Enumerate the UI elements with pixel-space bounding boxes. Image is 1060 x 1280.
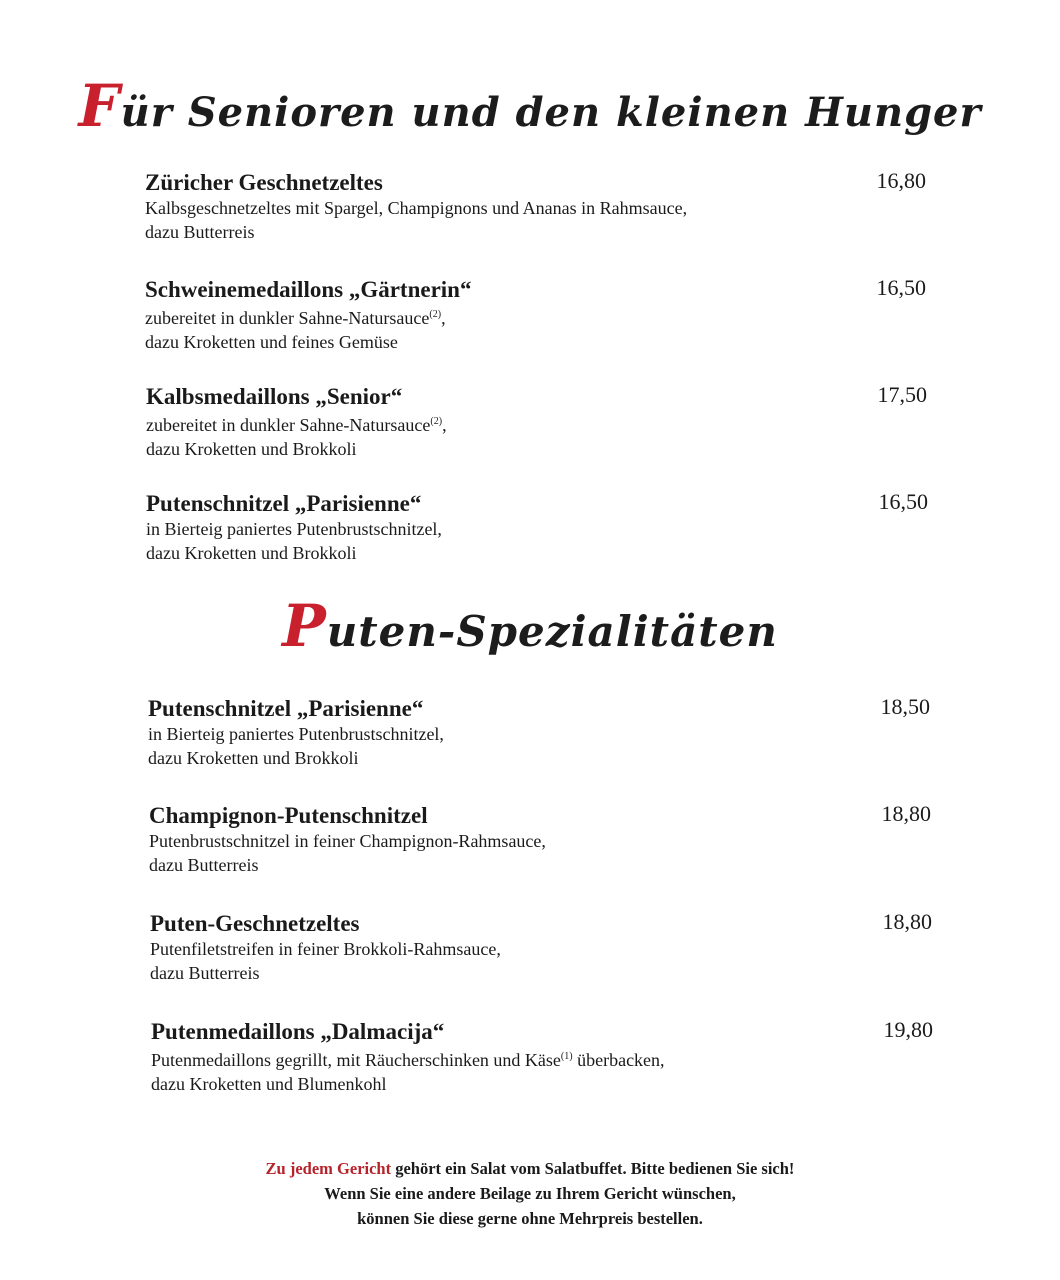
item-description: Putenbrustschnitzel in feiner Champignon-Rahmsauce, — [149, 831, 546, 851]
heading-initial: F — [78, 72, 121, 140]
item-description: Putenmedaillons gegrillt, mit Räucherschinken und Käse$^{(1)}$ überbacken, — [151, 1050, 665, 1070]
item-name: Putenschnitzel „Parisienne“ — [146, 491, 422, 516]
footer-line-2: Wenn Sie eine andere Beilage zu Ihrem Gericht wünschen, — [324, 1184, 736, 1203]
item-description-line2: dazu Kroketten und feines Gemüse — [145, 332, 398, 352]
item-price: 16,50 — [876, 275, 926, 300]
item-price: 18,50 — [880, 694, 930, 719]
item-description-line2: dazu Butterreis — [145, 222, 255, 242]
section-heading-seniors — [0, 72, 1060, 140]
item-price: 18,80 — [882, 909, 932, 934]
item-price: 16,50 — [878, 489, 928, 514]
item-description-line2: dazu Butterreis — [149, 855, 259, 875]
section-heading-turkey — [0, 592, 1060, 660]
item-description: zubereitet in dunkler Sahne-Natursauce$^{(2)}$, — [146, 415, 447, 435]
footer-line-3: können Sie diese gerne ohne Mehrpreis bestellen. — [357, 1209, 703, 1228]
item-description: in Bierteig paniertes Putenbrustschnitzel, — [148, 724, 444, 744]
footer-highlight: Zu jedem Gericht — [265, 1159, 392, 1178]
menu-item — [146, 491, 946, 565]
item-price: 18,80 — [881, 801, 931, 826]
item-description: in Bierteig paniertes Putenbrustschnitzel, — [146, 519, 442, 539]
menu-item — [145, 277, 945, 354]
item-description-line2: dazu Kroketten und Blumenkohl — [151, 1074, 387, 1094]
heading-text: ür Senioren und den kleinen Hunger — [120, 89, 982, 136]
item-price: 16,80 — [876, 168, 926, 193]
menu-item — [146, 384, 946, 461]
item-name: Kalbsmedaillons „Senior“ — [146, 384, 403, 409]
item-description-line2: dazu Butterreis — [150, 963, 260, 983]
item-name: Schweinemedaillons „Gärtnerin“ — [145, 277, 472, 302]
item-price: 17,50 — [877, 382, 927, 407]
item-description: Putenfiletstreifen in feiner Brokkoli-Rahmsauce, — [150, 939, 501, 959]
item-name: Puten-Geschnetzeltes — [150, 911, 360, 936]
item-description-line2: dazu Kroketten und Brokkoli — [148, 748, 359, 768]
item-name: Putenmedaillons „Dalmacija“ — [151, 1019, 445, 1044]
item-name: Putenschnitzel „Parisienne“ — [148, 696, 424, 721]
item-description: Kalbsgeschnetzeltes mit Spargel, Champignons und Ananas in Rahmsauce, — [145, 198, 688, 218]
item-name: Züricher Geschnetzeltes — [145, 170, 383, 195]
menu-item — [145, 170, 945, 244]
item-description-line2: dazu Kroketten und Brokkoli — [146, 439, 357, 459]
menu-item — [149, 803, 949, 877]
menu-item — [151, 1019, 951, 1096]
salad-buffet-note — [0, 1156, 1060, 1231]
item-description-line2: dazu Kroketten und Brokkoli — [146, 543, 357, 563]
item-description: zubereitet in dunkler Sahne-Natursauce$^{(2)}$, — [145, 308, 446, 328]
footer-line-1: Zu jedem Gericht gehört ein Salat vom Salatbuffet. Bitte bedienen Sie sich! — [265, 1159, 795, 1178]
heading-initial: P — [282, 592, 327, 660]
menu-item — [148, 696, 948, 770]
heading-text: uten-Spezialitäten — [326, 607, 778, 656]
item-name: Champignon-Putenschnitzel — [149, 803, 428, 828]
menu-item — [150, 911, 950, 985]
item-price: 19,80 — [883, 1017, 933, 1042]
